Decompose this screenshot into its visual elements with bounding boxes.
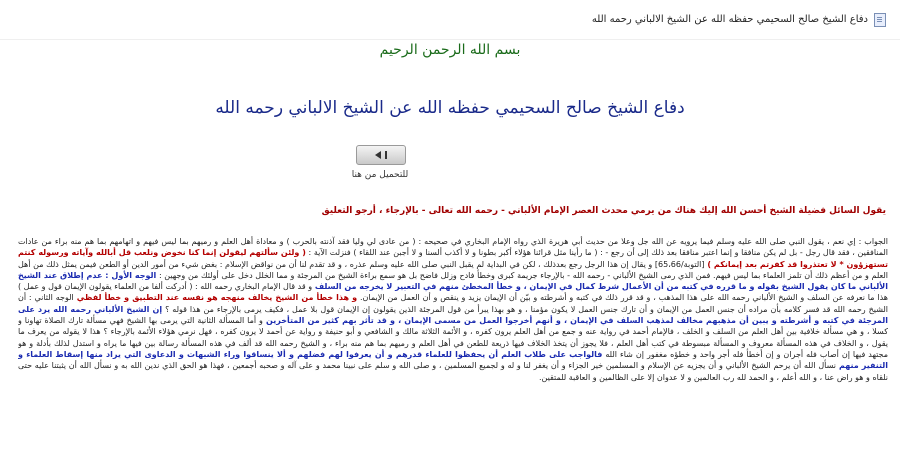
answer-highlight: الوجه الأول : عدم إطلاق عند الشيخ الألباني ما كان يقول الشيخ بقوله و ما قرره في كتبه من أن الأعمال شرط كمال في الإيمان ، و خطأ المخطئ منهم في التعبير لا يخرجه من السلف (18, 270, 888, 292)
answer-paragraph: و أما المسألة الثانية التي يرمى بها الشيخ فهي مسألة تارك الصلاة تهاونا و كسلا ، و هي مسألة خلافية بين أهل العلم من السلف و الخلف ، فالإمام أحمد في رواية عنه و جمع من أهل العلم يرون كفره ، و الأئمة الثلاثة مالك و الشافعي و أبو حنيفة و رواية عن أحمد لا يرون كفره ، فهل نرمي هؤلاء الأئمة بالإرجاء ؟ هذا لا يقوله من يعرف ما يقول ، و الخلاف في هذه المسألة معروف و المسألة مبسوطة في كتب أهل العلم ، فلا يجوز أن يتخذ الخلاف فيها ذريعة للطعن في أهل العلم و رميهم بما هم منه براء ، و الشيخ رحمه الله قد ألف في هذه المسألة رسالة بين فيها ما يراه و استدل لذلك بأدلة و هو مجتهد فيها إن أصاب فله أجران و إن أخطأ فله أجر واحد و خطؤه مغفور إن شاء الله (18, 316, 888, 359)
question (26, 205, 886, 217)
pause-icon[interactable] (385, 151, 387, 159)
answer-highlight: فالواجب على طلاب العلم أن يحفظوا للعلماء قدرهم و أن يعرفوا لهم فضلهم و ألا ينساقوا وراء الشبهات و الدعاوى التي يراد منها إسقاط العلماء و التنفير منهم (18, 349, 888, 371)
document-title: دفاع الشيخ صالح السحيمي حفظه الله عن الشيخ الالباني رحمه الله (591, 14, 868, 25)
download-link[interactable]: للتحميل من هنا (351, 170, 409, 180)
answer-paragraph: الجواب : إي نعم ، يقول النبي صلى الله عليه وسلم فيما يرويه عن الله جل وعلا من حديث أبي هريرة الذي رواه الإمام البخاري في صحيحه : ( من عادى لي وليا فقد آذنته بالحرب ) و معاداة أهل العلم و رميهم بما ليس فيهم و اتهامهم بما هم منه براء من عادات المنافقين ، فقد قال رجل - بل لم يكن منافقا و إنما اعتبر منافقا بعد ذلك إلى أن رجع - : ( ما رأينا مثل قرائنا هؤلاء أكبر بطونا و لا أكذب ألسنا و لا أجبن عند اللقاء ) فنزلت الآية : (18, 237, 888, 258)
answer-paragraph: نسأل الله أن يرحم الشيخ الألباني و أن يجزيه عن الإسلام و المسلمين خير الجزاء و أن يغفر لنا و له و لجميع المسلمين ، و صلى الله و سلم على نبينا محمد و على آله و صحبه أجمعين ، فهذا هو الحق الذي ندين الله به و نسأل الله أن يثبتنا عليه حتى نلقاه و هو راض عنا ، و الله أعلم ، و الحمد لله رب العالمين و لا عدوان إلا على الظالمين و العاقبة للمتقين. (18, 361, 888, 382)
answer-paragraph: فمن الذي رمى الشيخ الألباني - رحمه الله - بالإرجاء جريمة كبرى وخطأ فادح وزلل فاضح بل هو سمع براءة الشيخ من المرجئة و مما الخلل دخل على أولئك من وجهين : (156, 270, 711, 280)
answer-highlight: إن الشيخ الألباني رحمه الله يرد على المرجئة في كتبه و أشرطته و يبين أن مذهبهم مخالف لمذهب السلف في الإيمان ، و أنهم أخرجوا العمل من مسمى الإيمان ، و قد تأثر بهم كثير من المتأخرين (18, 304, 888, 326)
document-icon (874, 13, 886, 27)
answer-body (18, 236, 888, 472)
quran-verse: ( ولئن سألتهم ليقولن إنما كنا نخوض ونلعب قل أبالله وآياته ورسوله كنتم تستهزؤون * لا تعتذروا قد كفرتم بعد إيمانكم ) (18, 248, 888, 269)
document-header (0, 0, 900, 40)
question-text: يقول السائل فضيلة الشيخ أحسن الله إليك هناك من يرمي محدث العصر الإمام الألباني - رحمه الله تعالى - بالإرجاء ، أرجو التعليق (321, 206, 886, 216)
answer-paragraph: الوجه الثاني : أن الشيخ رحمه الله قد فسر كلامه بأن مراده أن جنس العمل من الإيمان و أن تارك جنس العمل لا يكون مؤمنا ، و هو بهذا يبرأ من قول المرجئة الذين يقولون إن الإيمان قول بلا عمل ، فكيف يرمى بالإرجاء من هذا قوله ؟ (18, 293, 888, 314)
audio-player[interactable] (356, 145, 406, 165)
main-heading: دفاع الشيخ صالح السحيمي حفظه الله عن الشيخ الالباني رحمه الله (215, 98, 685, 118)
answer-paragraph: و قد قال الإمام البخاري رحمه الله : ( أدركت ألفا من العلماء يقولون الإيمان قول و عمل ) هذا ما نعرفه عن السلف و الشيخ الألباني رحمه الله على هذا المذهب ، و قد قرر ذلك في كتبه و أشرطته و بيّن أن الإيمان يزيد و ينقص و أن العمل من الإيمان. (18, 282, 888, 303)
play-icon[interactable] (375, 151, 381, 159)
basmala: بسم الله الرحمن الرحيم (379, 42, 521, 58)
answer-paragraph: [التوبة/65،66] و يقال إن هذا الرجل رجع بعدذلك ، لكن في البداية لم يقبل النبي صلى الله عليه وسلم عذره ، و قد تقدم لنا أن من نواقض الإسلام : بغض شيء من أمور الدين أو الطعن فيمن يمثل ذلك من أهل العلم و من أعظم ذلك أن تلمز العلماء بما ليس فيهم. (18, 259, 888, 280)
answer-emphasis: و هذا خطأ من الشيخ يخالف منهجه هو نفسه عند التطبيق و خطأ لفظي (73, 293, 358, 303)
